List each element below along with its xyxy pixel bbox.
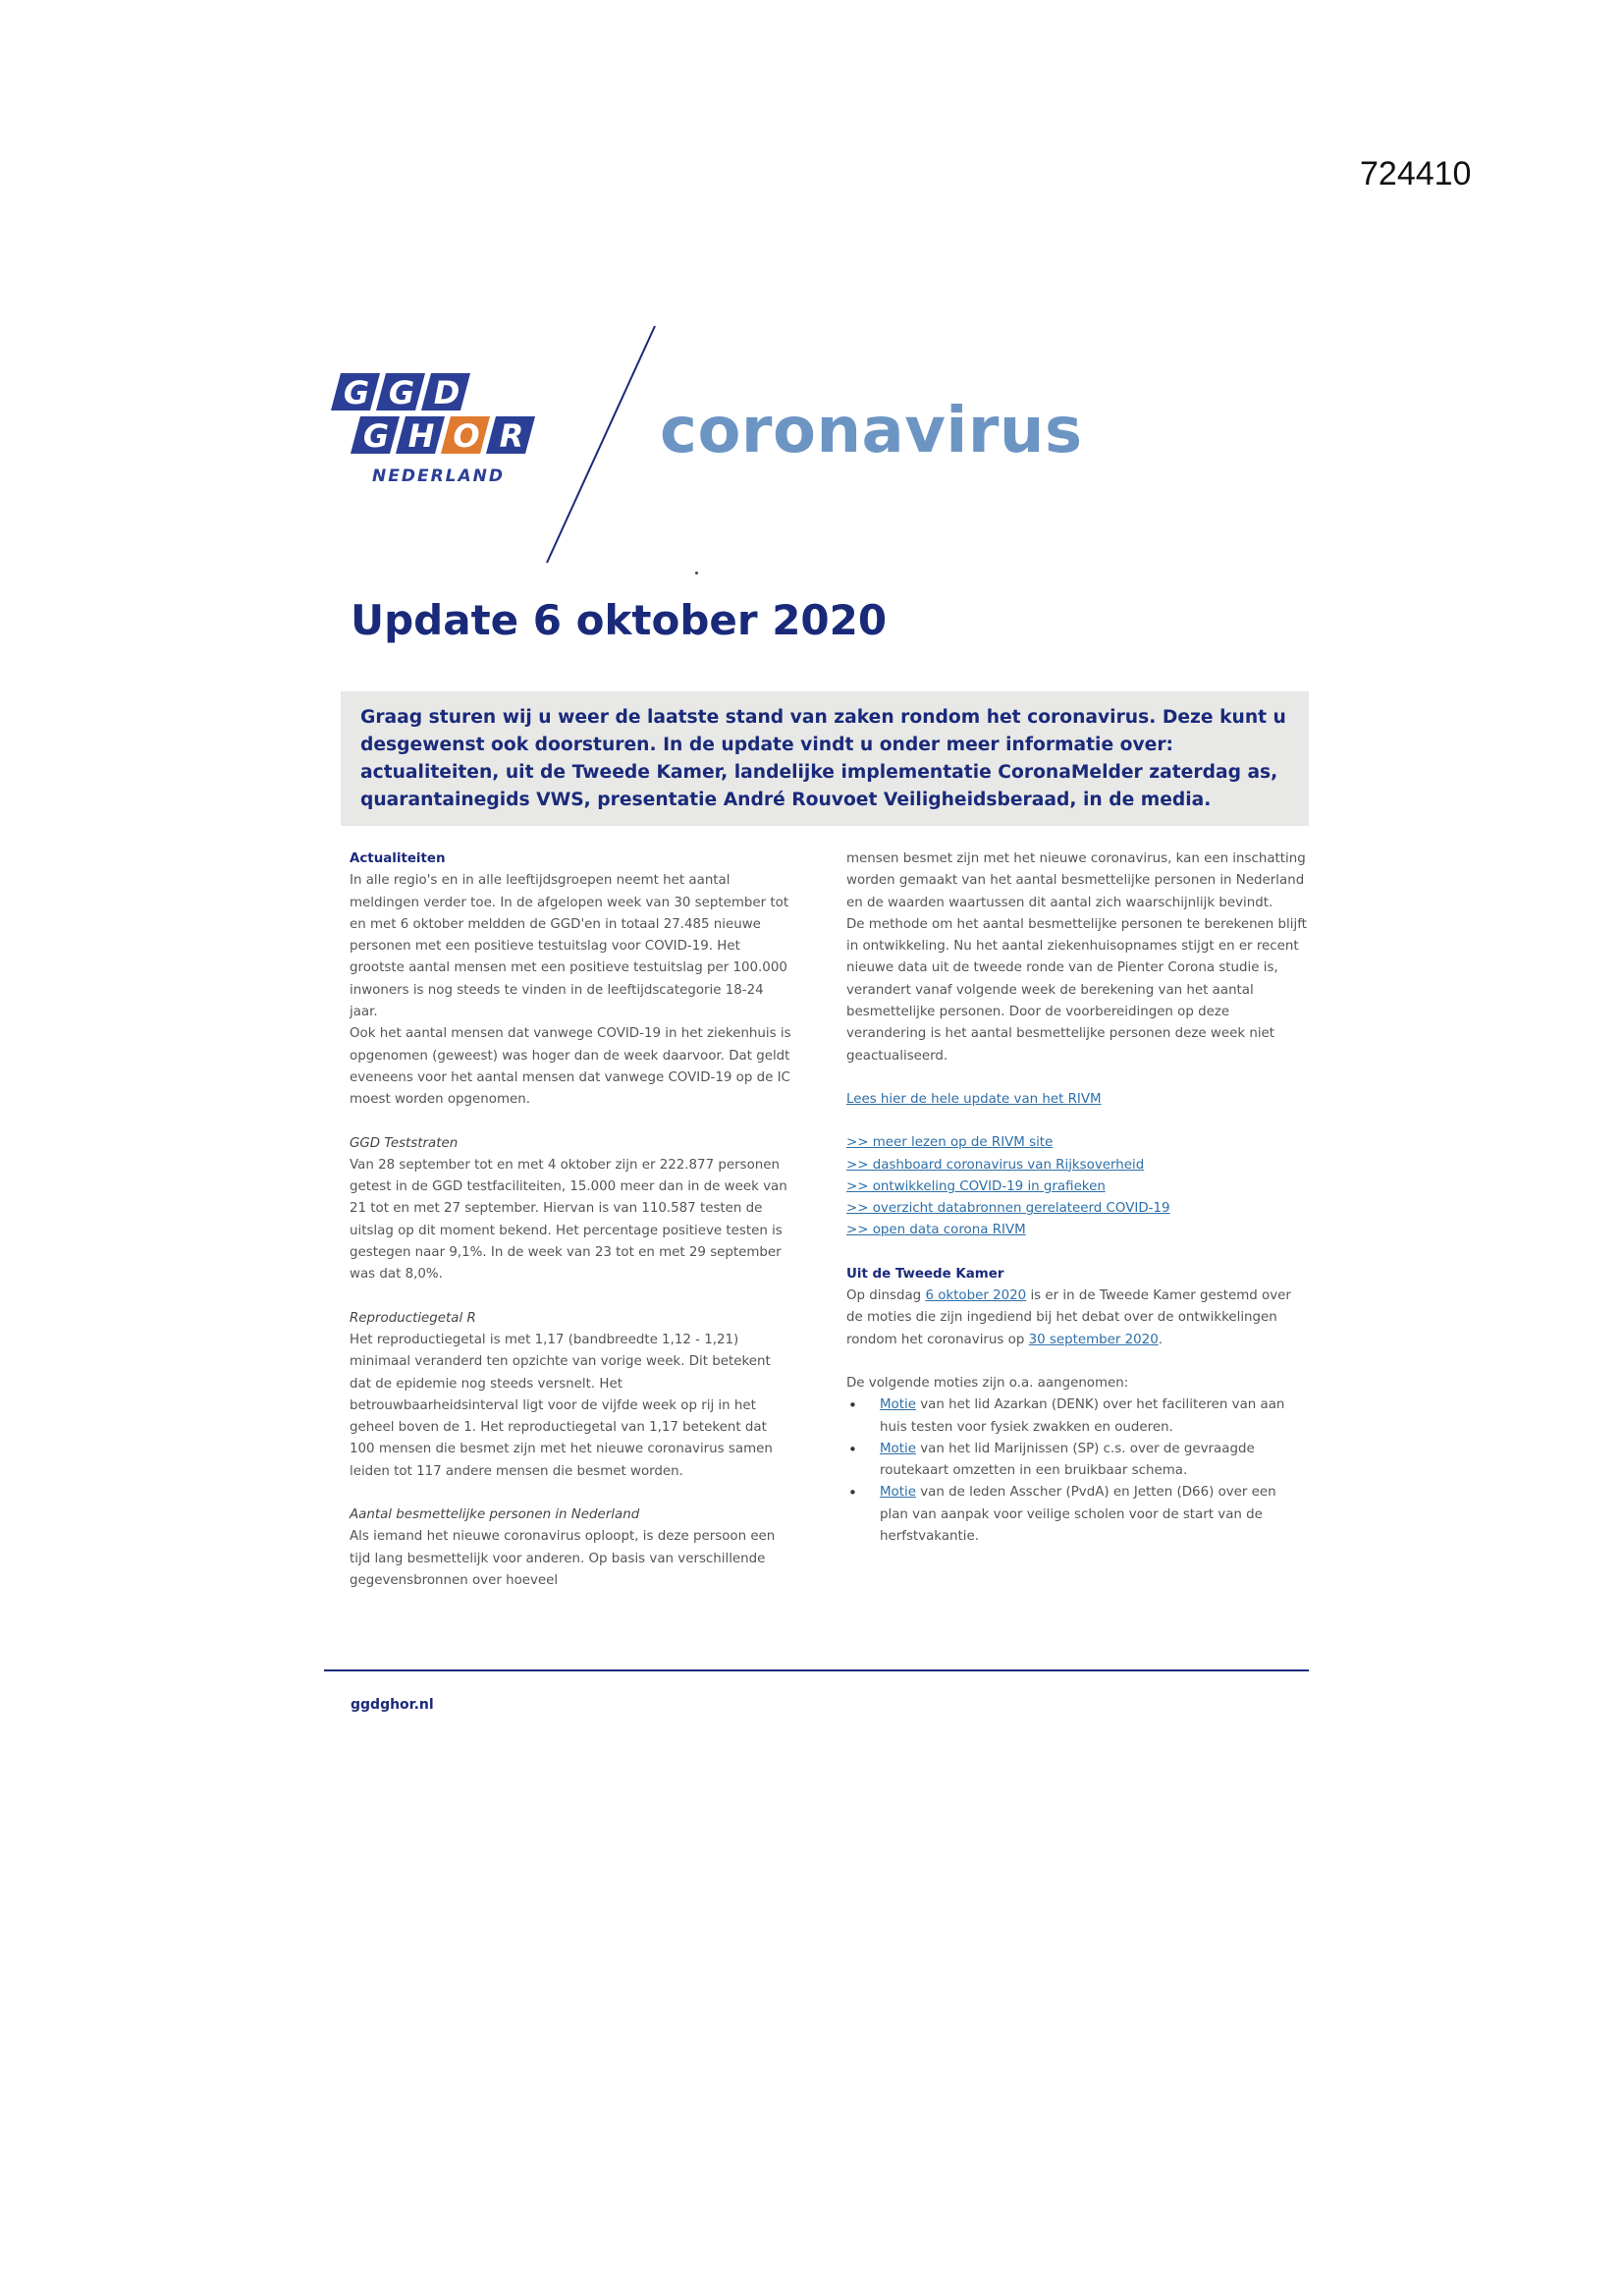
document-number: 724410 [1360, 155, 1472, 192]
text: . [1158, 1332, 1163, 1347]
motie-text: van de leden Asscher (PvdA) en Jetten (D66) over een plan van aanpak voor veilige scholen voor de start van de herfstvakantie. [880, 1485, 1276, 1545]
motie-text: van het lid Marijnissen (SP) c.s. over de gevraagde routekaart omzetten in een bruikbaar schema. [880, 1441, 1255, 1479]
footer-website[interactable]: ggdghor.nl [351, 1697, 434, 1713]
paragraph: De volgende moties zijn o.a. aangenomen: [846, 1375, 1129, 1391]
section-heading-teststraten: GGD Teststraten [350, 1135, 459, 1151]
logo-letter: D [433, 374, 460, 411]
list-item [846, 1482, 1308, 1548]
link-databronnen[interactable]: >> overzicht databronnen gerelateerd COVID-19 [846, 1201, 1170, 1217]
left-column [350, 848, 791, 1592]
text: Op dinsdag [846, 1288, 926, 1304]
brand-word: coronavirus [660, 395, 1083, 467]
logo-subtitle: NEDERLAND [372, 466, 505, 486]
logo-letter: R [499, 417, 524, 455]
section-heading-actualiteiten: Actualiteiten [350, 851, 446, 866]
motie-link[interactable]: Motie [880, 1397, 916, 1413]
ggd-ghor-logo [329, 371, 535, 489]
resource-links [846, 1132, 1308, 1241]
footer-divider [324, 1669, 1309, 1671]
decor-dot [695, 572, 698, 574]
link-grafieken[interactable]: >> ontwikkeling COVID-19 in grafieken [846, 1178, 1106, 1194]
link-6-oktober[interactable]: 6 oktober 2020 [925, 1288, 1027, 1304]
paragraph: mensen besmet zijn met het nieuwe coronavirus, kan een inschatting worden gemaakt van het aantal besmettelijke personen in Nederland en de waarden waartussen dit aantal zich waarschijnlijk bevindt. [846, 851, 1306, 910]
list-item [846, 1439, 1308, 1483]
rivm-update-link[interactable]: Lees hier de hele update van het RIVM [846, 1091, 1102, 1107]
link-30-september[interactable]: 30 september 2020 [1028, 1332, 1159, 1347]
moties-list [846, 1394, 1308, 1548]
paragraph: Het reproductiegetal is met 1,17 (bandbreedte 1,12 - 1,21) minimaal veranderd ten opzichte van vorige week. Dit betekent dat de epidemie nog steeds versnelt. Het betrouwbaarheidsinterval ligt voor de vijfde week op rij in het geheel boven de 1. Het reproductiegetal van 1,17 betekent dat 100 mensen die besmet zijn met het nieuwe coronavirus samen leiden tot 117 andere mensen die besmet worden. [350, 1332, 773, 1479]
logo-letter: O [453, 417, 480, 455]
paragraph: Als iemand het nieuwe coronavirus oploopt, is deze persoon een tijd lang besmettelijk voor anderen. Op basis van verschillende gegevensbronnen over hoeveel [350, 1529, 776, 1588]
list-item [846, 1394, 1308, 1439]
section-heading-reproductiegetal: Reproductiegetal R [350, 1310, 476, 1326]
motie-link[interactable]: Motie [880, 1441, 916, 1456]
motie-link[interactable]: Motie [880, 1485, 916, 1501]
link-open-data[interactable]: >> open data corona RIVM [846, 1223, 1026, 1238]
link-rivm-site[interactable]: >> meer lezen op de RIVM site [846, 1135, 1054, 1151]
logo-letter: G [388, 374, 415, 411]
motie-text: van het lid Azarkan (DENK) over het faciliteren van aan huis testen voor fysiek zwakken en ouderen. [880, 1397, 1285, 1435]
text: is er in de Tweede Kamer gestemd over de moties die zijn ingediend bij het debat over de ontwikkelingen rondom het coronavirus op [846, 1288, 1291, 1347]
paragraph: Ook het aantal mensen dat vanwege COVID-19 in het ziekenhuis is opgenomen (geweest) was hoger dan de week daarvoor. Dat geldt eveneens voor het aantal mensen dat vanwege COVID-19 op de IC moest worden opgenomen. [350, 1026, 791, 1108]
logo-letter: G [362, 417, 390, 455]
logo-letter: G [343, 374, 370, 411]
paragraph: In alle regio's en in alle leeftijdsgroepen neemt het aantal meldingen verder toe. In de afgelopen week van 30 september tot en met 6 oktober meldden de GGD'en in totaal 27.485 nieuwe personen met een positieve testuitslag voor COVID-19. Het grootste aantal mensen met een positieve testuitslag per 100.000 inwoners is nog steeds te vinden in de leeftijdscategorie 18-24 jaar. [350, 873, 789, 1020]
link-dashboard[interactable]: >> dashboard coronavirus van Rijksoverheid [846, 1157, 1145, 1173]
paragraph: Van 28 september tot en met 4 oktober zijn er 222.877 personen getest in de GGD testfaciliteiten, 15.000 meer dan in de week van 21 tot en met 27 september. Hiervan is van 110.587 testen de uitslag op dit moment bekend. Het percentage positieve testen is gestegen naar 9,1%. In de week van 23 tot en met 29 september was dat 8,0%. [350, 1157, 787, 1283]
page-title: Update 6 oktober 2020 [351, 596, 888, 644]
paragraph: De methode om het aantal besmettelijke personen te berekenen blijft in ontwikkeling. Nu het aantal ziekenhuisopnames stijgt en er recent nieuwe data uit de tweede ronde van de Pienter Corona studie is, verandert vanaf volgende week de berekening van het aantal besmettelijke personen. Door de voorbereidingen op deze verandering is het aantal besmettelijke personen deze week niet geactualiseerd. [846, 916, 1307, 1064]
logo-letter: H [407, 417, 435, 455]
intro-box: Graag sturen wij u weer de laatste stand van zaken rondom het coronavirus. Deze kunt u desgewenst ook doorsturen. In de update vindt u onder meer informatie over: actualiteiten, uit de Tweede Kamer, landelijke implementatie CoronaMelder zaterdag as, quarantainegids VWS, presentatie André Rouvoet Veiligheidsberaad, in de media. [341, 691, 1309, 826]
right-column [846, 848, 1308, 1548]
section-heading-besmettelijk: Aantal besmettelijke personen in Nederland [350, 1507, 640, 1523]
divider-slash [545, 324, 663, 565]
paragraph [846, 1285, 1308, 1351]
section-heading-tweede-kamer: Uit de Tweede Kamer [846, 1266, 1004, 1282]
